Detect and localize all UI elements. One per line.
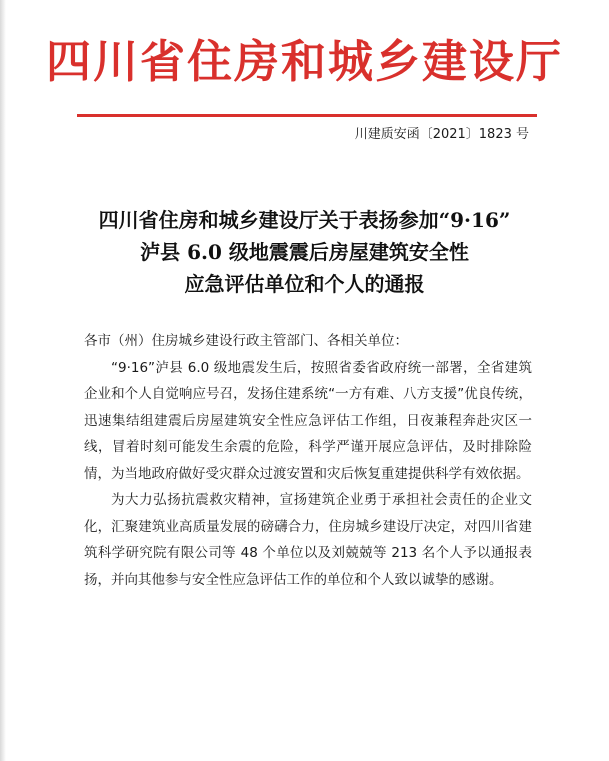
salutation: 各市（州）住房城乡建设行政主管部门、各相关单位： (84, 333, 408, 349)
body-paragraph-1: “9·16”泸县 6.0 级地震发生后，按照省委省政府统一部署，全省建筑企业和个人自觉响应号召，发扬住建系统“一方有难、八方支援”优良传统，迅速集结组建震后房屋建筑安全性应急评估工作组，日夜兼程奔赴灾区一线，冒着时刻可能发生余震的危险，科学严谨开展应急评估，及时排除险情，为当地政府做好受灾群众过渡安置和灾后恢复重建提供科学有效依据。 (84, 359, 532, 482)
scan-edge-shadow (0, 0, 6, 761)
notice-title-line-3: 应急评估单位和个人的通报 (184, 272, 425, 296)
letterhead-org-name: 四川省住房和城乡建设厅 (45, 35, 563, 88)
notice-title (0, 204, 609, 300)
notice-title-line-2: 泸县 6.0 级地震震后房屋建筑安全性 (140, 240, 469, 264)
notice-body (84, 328, 532, 593)
document-number: 川建质安函〔2021〕1823 号 (354, 127, 529, 142)
letterhead-red-rule (77, 114, 537, 117)
notice-title-line-1: 四川省住房和城乡建设厅关于表扬参加“9·16” (98, 208, 511, 232)
body-paragraph-2: 为大力弘扬抗震救灾精神，宣扬建筑企业勇于承担社会责任的企业文化，汇聚建筑业高质量发展的磅礴合力，住房城乡建设厅决定，对四川省建筑科学研究院有限公司等 48 个单位以及刘兢兢等 213 名个人予以通报表扬，并向其他参与安全性应急评估工作的单位和个人致以诚挚的感谢。 (84, 492, 532, 588)
